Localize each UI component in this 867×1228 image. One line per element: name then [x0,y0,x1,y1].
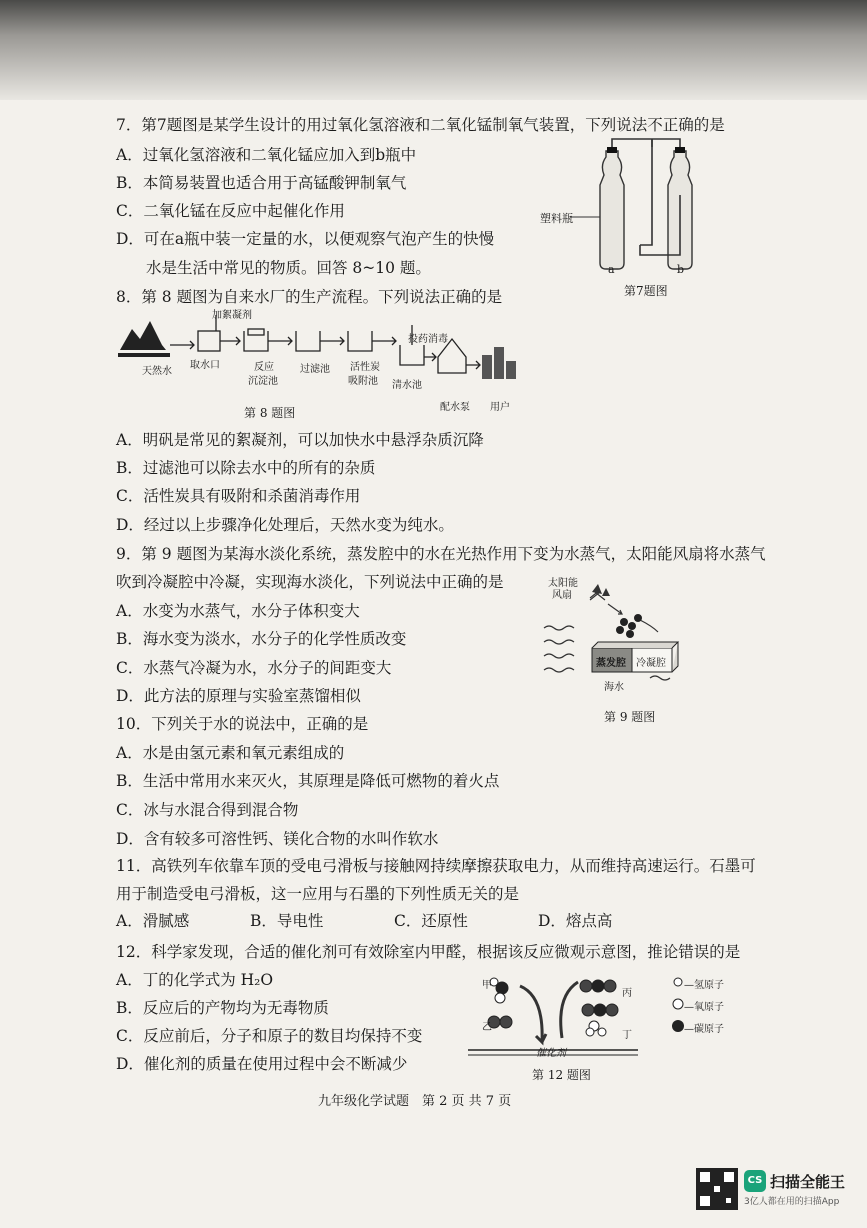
legend-oxygen: —氧原子 [684,1002,724,1013]
q7-option-a: A．过氧化氢溶液和二氧化锰应加入到b瓶中 [116,146,417,164]
q8-option-d: D．经过以上步骤净化处理后，天然水变为纯水。 [116,516,454,534]
step-water-intake: 取水口 [190,360,220,371]
q10-option-d: D．含有较多可溶性钙、镁化合物的水叫作软水 [116,830,439,848]
q11-stem-line1: 11．高铁列车依靠车顶的受电弓滑板与接触网持续摩擦获取电力，从而维持高速运行。石墨可 [116,857,756,875]
q7-stem: 7．第7题图是某学生设计的用过氧化氢溶液和二氧化锰制氧气装置，下列说法不正确的是 [116,116,725,134]
brand-slogan: 3亿人都在用的扫描App [744,1197,840,1207]
product-ding-label: 丁 [622,1030,632,1041]
q7-option-b: B．本简易装置也适合用于高锰酸钾制氧气 [116,174,407,192]
q11-option-d: D．熔点高 [538,912,613,930]
plastic-bottle-label: 塑料瓶 [540,212,573,225]
section-intro: 水是生活中常见的物质。回答 8~10 题。 [146,259,431,277]
q7-option-d: D．可在a瓶中装一定量的水，以便观察气泡产生的快慢 [116,230,495,248]
water-plant-flow-diagram [116,305,536,395]
q8-caption: 第 8 题图 [244,406,296,420]
add-coagulant-label: 加絮凝剂 [212,310,252,321]
brand-name: 扫描全能王 [770,1172,846,1191]
q12-stem: 12．科学家发现，合适的催化剂可有效除室内甲醛，根据该反应微观示意图，推论错误的是 [116,943,741,961]
q11-stem-line2: 用于制造受电弓滑板，这一应用与石墨的下列性质无关的是 [116,885,520,903]
step-distribution-pump: 配水泵 [440,402,470,413]
q12-caption: 第 12 题图 [532,1068,591,1082]
scan-shadow-band [0,0,867,100]
condensation-chamber-label: 冷凝腔 [636,658,666,669]
q9-option-b: B．海水变为淡水，水分子的化学性质改变 [116,630,407,648]
q8-option-b: B．过滤池可以除去水中的所有的杂质 [116,459,376,477]
step-clear-water-tank: 清水池 [392,380,422,391]
q9-stem-line1: 9．第 9 题图为某海水淡化系统，蒸发腔中的水在光热作用下变为水蒸气，太阳能风扇将水蒸气 [116,545,766,563]
reactant-jia-label: 甲 [482,980,492,991]
q7-option-c: C．二氧化锰在反应中起催化作用 [116,202,345,220]
camscanner-logo-icon: CS [744,1170,766,1192]
step-settling-tank: 沉淀池 [248,376,278,387]
solar-label: 太阳能 [548,578,578,589]
q12-option-b: B．反应后的产物均为无毒物质 [116,999,329,1017]
bottle-a-label: a [608,263,615,276]
bottle-b-label: b [677,263,685,276]
q9-caption: 第 9 题图 [604,710,656,724]
step-adsorption-tank: 吸附池 [348,376,378,387]
catalyst-label: 催化剂 [536,1048,566,1059]
q11-option-b: B．导电性 [250,912,324,930]
legend-carbon: —碳原子 [684,1024,724,1035]
qr-code-icon [696,1168,738,1210]
evaporation-chamber-label: 蒸发腔 [596,658,626,669]
q11-option-c: C．还原性 [394,912,468,930]
page-footer: 九年级化学试题 第 2 页 共 7 页 [318,1094,512,1109]
q9-stem-line2: 吹到冷凝腔中冷凝，实现海水淡化，下列说法中正确的是 [116,573,504,591]
q11-option-a: A．滑腻感 [116,912,190,930]
step-users: 用户 [490,402,510,413]
step-activated-carbon: 活性炭 [350,362,380,373]
q12-option-c: C．反应前后，分子和原子的数目均保持不变 [116,1027,423,1045]
q10-option-b: B．生活中常用水来灭火，其原理是降低可燃物的着火点 [116,772,500,790]
q12-option-d: D．催化剂的质量在使用过程中会不断减少 [116,1055,408,1073]
product-bing-label: 丙 [622,988,632,999]
step-reaction: 反应 [254,362,274,373]
q10-option-a: A．水是由氢元素和氧元素组成的 [116,744,345,762]
add-disinfectant-label: 投药消毒 [408,334,448,345]
q9-option-c: C．水蒸气冷凝为水，水分子的间距变大 [116,659,392,677]
reactant-yi-label: 乙 [482,1022,492,1033]
q9-option-d: D．此方法的原理与实验室蒸馏相似 [116,687,361,705]
scanner-watermark [744,1170,845,1207]
legend-hydrogen: —氢原子 [684,980,724,991]
reaction-micro-figure [466,966,716,1062]
q7-caption: 第7题图 [624,284,668,298]
step-filter-tank: 过滤池 [300,364,330,375]
q9-option-a: A．水变为水蒸气，水分子体积变大 [116,602,360,620]
q8-option-a: A．明矾是常见的絮凝剂，可以加快水中悬浮杂质沉降 [116,431,484,449]
step-natural-water: 天然水 [142,366,172,377]
q8-option-c: C．活性炭具有吸附和杀菌消毒作用 [116,487,361,505]
q12-option-a: A．丁的化学式为 H₂O [116,971,274,989]
q8-stem: 8．第 8 题图为自来水厂的生产流程。下列说法正确的是 [116,288,503,306]
fan-label: 风扇 [552,590,572,601]
q10-stem: 10．下列关于水的说法中，正确的是 [116,715,369,733]
seawater-label: 海水 [604,682,624,693]
q10-option-c: C．冰与水混合得到混合物 [116,801,299,819]
